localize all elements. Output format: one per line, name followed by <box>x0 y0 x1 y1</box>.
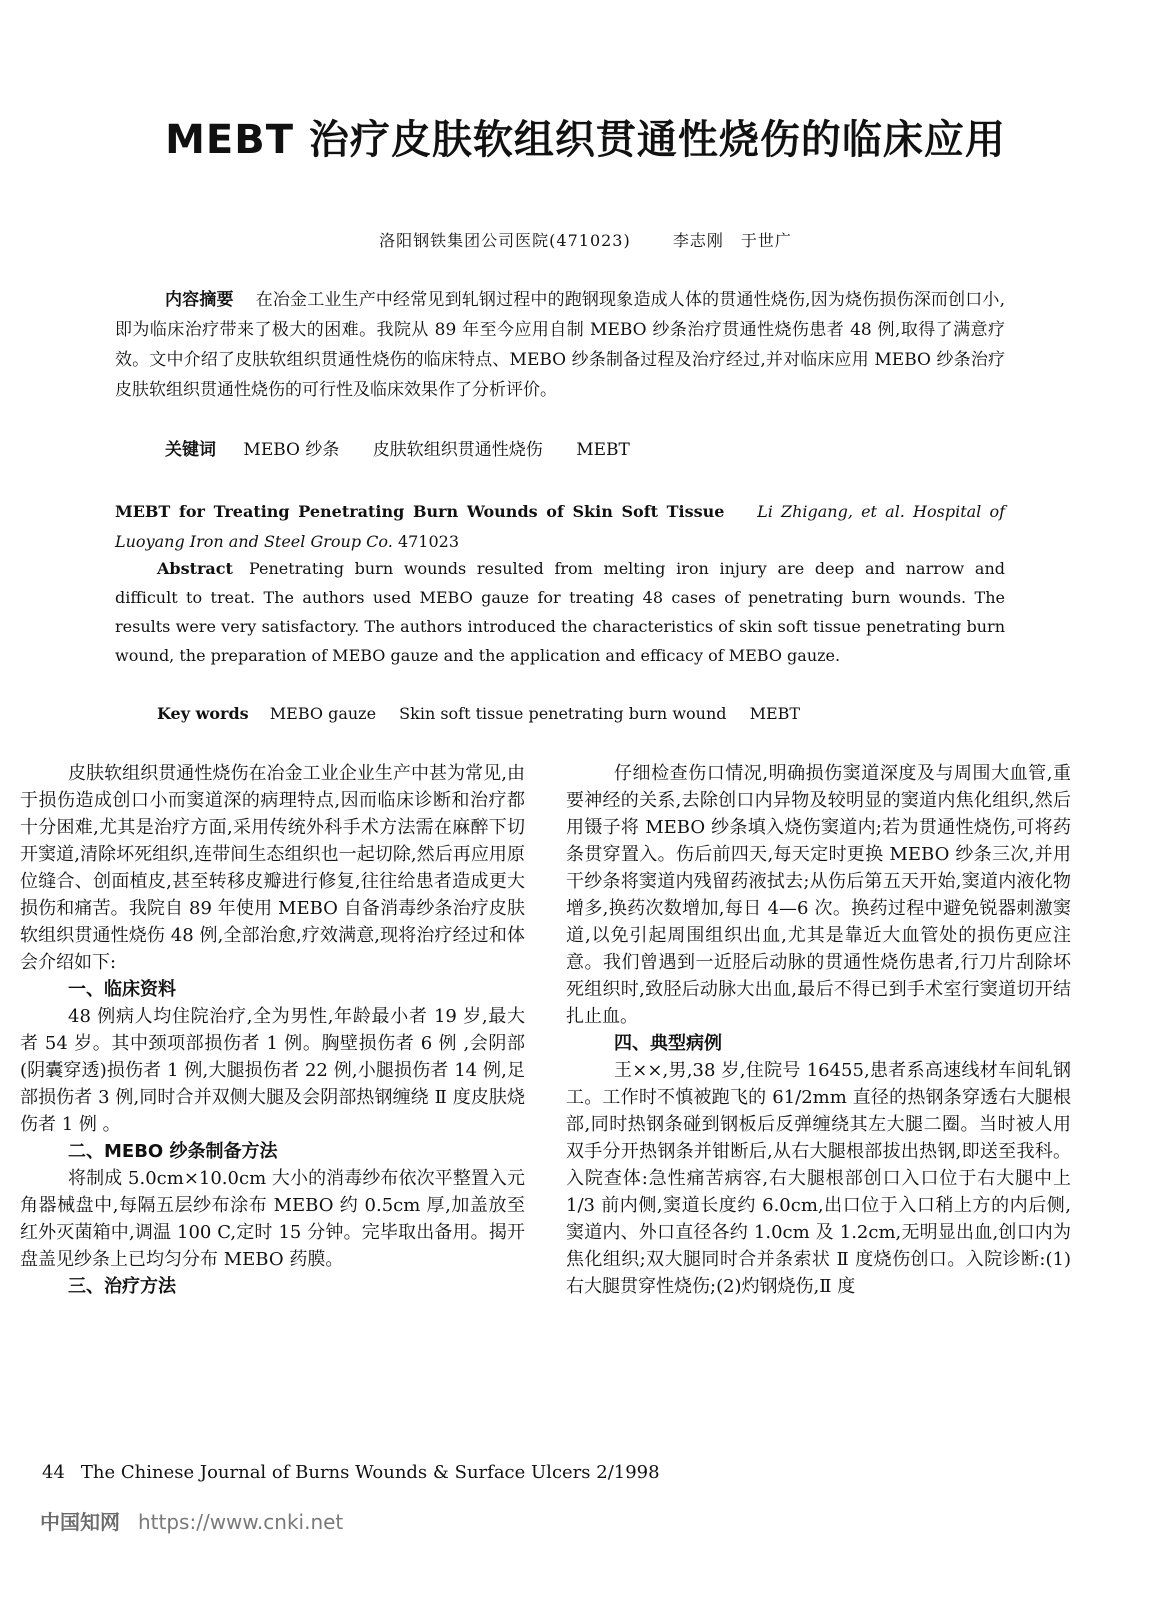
body-column-right <box>566 760 1071 1300</box>
author-line <box>0 228 1171 251</box>
chinese-keywords <box>165 436 1005 464</box>
section-heading-case: 四、典型病例 <box>614 1033 722 1054</box>
chinese-abstract <box>115 285 1005 405</box>
keywords-en-label: Key words <box>157 704 249 723</box>
case-paragraph: 王××,男,38 岁,住院号 16455,患者系高速线材车间轧钢工。工作时不慎被跑飞的 61/2mm 直径的热钢条穿透右大腿根部,同时热钢条碰到钢板后反弹缠绕其左大腿二圈。当时被人用双手分开热钢条并钳断后,从右大腿根部拔出热钢,即送至我科。入院查体:急性痛苦病容,右大腿根部创口入口位于右大腿中上 1/3 前内侧,窦道长度约 6.0cm,出口位于入口稍上方的内后侧,窦道内、外口直径各约 1.0cm 及 1.2cm,无明显出血,创口内为焦化组织;双大腿同时合并条索状 Ⅱ 度烧伤创口。入院诊断:(1)右大腿贯穿性烧伤;(2)灼钢烧伤,Ⅱ 度 <box>566 1060 1071 1297</box>
affiliation: 洛阳钢铁集团公司医院(471023) <box>379 231 631 250</box>
section-heading-clinical-data: 一、临床资料 <box>68 979 176 1000</box>
keyword-cn-item: MEBO 纱条 <box>243 440 340 460</box>
keyword-en-item: MEBO gauze <box>269 704 377 723</box>
english-title-block <box>115 497 1005 557</box>
cnki-watermark <box>40 1506 343 1535</box>
abstract-cn-text: 在冶金工业生产中经常见到轧钢过程中的跑钢现象造成人体的贯通性烧伤,因为烧伤损伤深而创口小,即为临床治疗带来了极大的困难。我院从 89 年至今应用自制 MEBO 纱条治疗贯通性烧伤患者 48 例,取得了满意疗效。文中介绍了皮肤软组织贯通性烧伤的临床特点、MEBO 纱条制备过程及治疗经过,并对临床应用 MEBO 纱条治疗皮肤软组织贯通性烧伤的可行性及临床效果作了分析评价。 <box>115 290 1005 400</box>
keyword-en-item: Skin soft tissue penetrating burn wound <box>399 704 727 723</box>
english-title: MEBT for Treating Penetrating Burn Wounds of Skin Soft Tissue <box>115 502 725 521</box>
english-authors: Li Zhigang, et al. Hospital of Luoyang Iron and Steel Group Co. <box>115 502 1006 551</box>
journal-name: The Chinese Journal of Burns Wounds & Surface Ulcers 2/1998 <box>80 1462 660 1483</box>
keywords-cn-label: 关键词 <box>165 440 216 460</box>
english-keywords <box>157 700 1007 728</box>
keyword-cn-item: 皮肤软组织贯通性烧伤 <box>372 440 543 460</box>
page-number: 44 <box>42 1462 65 1483</box>
article-title: MEBT 治疗皮肤软组织贯通性烧伤的临床应用 <box>165 117 1006 163</box>
intro-paragraph: 皮肤软组织贯通性烧伤在冶金工业企业生产中甚为常见,由于损伤造成创口小而窦道深的病理特点,因而临床诊断和治疗都十分困难,尤其是治疗方面,采用传统外科手术方法需在麻醉下切开窦道,清除坏死组织,连带间生态组织也一起切除,然后再应用原位缝合、创面植皮,甚至转移皮瓣进行修复,往往给患者造成更大损伤和痛苦。我院自 89 年使用 MEBO 自备消毒纱条治疗皮肤软组织贯通性烧伤 48 例,全部治愈,疗效满意,现将治疗经过和体会介绍如下: <box>20 763 525 973</box>
english-abstract <box>115 554 1005 670</box>
abstract-en-label: Abstract <box>157 559 233 578</box>
keyword-cn-item: MEBT <box>576 440 630 460</box>
section-heading-treatment: 三、治疗方法 <box>68 1276 176 1297</box>
abstract-en-text: Penetrating burn wounds resulted from melting iron injury are deep and narrow and difficult to treat. The authors used MEBO gauze for treating 48 cases of penetrating burn wounds. The results were very satisfactory. The authors introduced the characteristics of skin soft tissue penetrating burn wound, the preparation of MEBO gauze and the application and efficacy of MEBO gauze. <box>115 559 1005 665</box>
preparation-paragraph: 将制成 5.0cm×10.0cm 大小的消毒纱布依次平整置入元角器械盘中,每隔五层纱布涂布 MEBO 约 0.5cm 厚,加盖放至红外灭菌箱中,调温 100 C,定时 15 分钟。完毕取出备用。揭开盘盖见纱条上已均匀分布 MEBO 药膜。 <box>20 1168 525 1270</box>
abstract-cn-label: 内容摘要 <box>165 290 234 310</box>
clinical-data-paragraph: 48 例病人均住院治疗,全为男性,年龄最小者 19 岁,最大者 54 岁。其中颈项部损伤者 1 例。胸壁损伤者 6 例 ,会阴部(阴囊穿透)损伤者 1 例,大腿损伤者 22 例,小腿损伤者 14 例,足部损伤者 3 例,同时合并双侧大腿及会阴部热钢缠绕 Ⅱ 度皮肤烧伤者 1 例 。 <box>20 1006 525 1135</box>
cnki-logo: 中国知网 <box>40 1510 120 1534</box>
body-column-left <box>20 760 525 1300</box>
cnki-url: https://www.cnki.net <box>138 1510 344 1534</box>
keyword-en-item: MEBT <box>749 704 801 723</box>
section-heading-preparation: 二、MEBO 纱条制备方法 <box>68 1141 278 1162</box>
author-names: 李志刚 于世广 <box>672 231 792 250</box>
treatment-paragraph: 仔细检查伤口情况,明确损伤窦道深度及与周围大血管,重要神经的关系,去除创口内异物及较明显的窦道内焦化组织,然后用镊子将 MEBO 纱条填入烧伤窦道内;若为贯通性烧伤,可将药条贯穿置入。伤后前四天,每天定时更换 MEBO 纱条三次,并用干纱条将窦道内残留药液拭去;从伤后第五天开始,窦道内液化物增多,换药次数增加,每日 4—6 次。换药过程中避免锐器刺激窦道,以免引起周围组织出血,尤其是靠近大血管处的损伤更应注意。我们曾遇到一近胫后动脉的贯通性烧伤患者,行刀片刮除坏死组织时,致胫后动脉大出血,最后不得已到手术室行窦道切开结扎止血。 <box>566 763 1071 1027</box>
page-footer <box>42 1462 660 1483</box>
english-postcode: 471023 <box>397 532 460 551</box>
